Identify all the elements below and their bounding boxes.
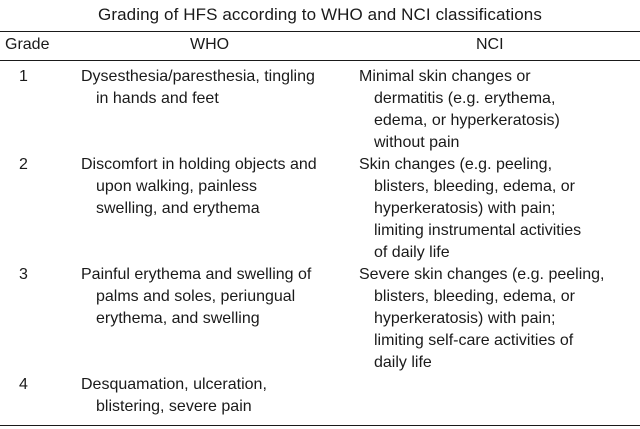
nci-line: limiting self-care activities of xyxy=(374,332,574,349)
who-cell xyxy=(81,374,267,418)
who-cell xyxy=(81,154,317,220)
grade-cell: 4 xyxy=(19,376,28,393)
nci-line: Minimal skin changes or xyxy=(359,68,531,85)
who-line: erythema, and swelling xyxy=(96,310,260,327)
nci-line: Skin changes (e.g. peeling, xyxy=(359,156,553,173)
nci-line: blisters, bleeding, edema, or xyxy=(374,178,575,195)
grade-cell: 1 xyxy=(19,68,28,85)
who-line: Discomfort in holding objects and xyxy=(81,156,317,173)
nci-line: daily life xyxy=(374,354,432,371)
nci-cell xyxy=(359,66,560,154)
nci-line: of daily life xyxy=(374,244,450,261)
top-rule xyxy=(0,31,640,32)
nci-cell xyxy=(359,154,581,264)
who-cell xyxy=(81,264,311,330)
who-line: Painful erythema and swelling of xyxy=(81,266,312,283)
grade-cell: 3 xyxy=(19,266,28,283)
nci-line: edema, or hyperkeratosis) xyxy=(374,112,560,129)
who-line: Desquamation, ulceration, xyxy=(81,376,267,393)
nci-line: limiting instrumental activities xyxy=(374,222,582,239)
header-who: WHO xyxy=(190,36,230,53)
nci-cell xyxy=(359,264,604,374)
who-line: blistering, severe pain xyxy=(96,398,252,415)
nci-line: hyperkeratosis) with pain; xyxy=(374,200,556,217)
nci-line: dermatitis (e.g. erythema, xyxy=(374,90,556,107)
bottom-rule xyxy=(0,425,640,426)
who-line: palms and soles, periungual xyxy=(96,288,296,305)
nci-line: Severe skin changes (e.g. peeling, xyxy=(359,266,605,283)
who-line: swelling, and erythema xyxy=(96,200,260,217)
nci-line: hyperkeratosis) with pain; xyxy=(374,310,556,327)
header-grade: Grade xyxy=(5,36,50,53)
header-nci: NCI xyxy=(476,36,504,53)
who-line: Dysesthesia/paresthesia, tingling xyxy=(81,68,315,85)
header-rule xyxy=(0,60,640,61)
who-cell xyxy=(81,66,315,110)
table-caption: Grading of HFS according to WHO and NCI classifications xyxy=(98,5,542,24)
who-line: in hands and feet xyxy=(96,90,219,107)
nci-line: without pain xyxy=(374,134,460,151)
nci-line: blisters, bleeding, edema, or xyxy=(374,288,575,305)
who-line: upon walking, painless xyxy=(96,178,257,195)
grade-cell: 2 xyxy=(19,156,28,173)
